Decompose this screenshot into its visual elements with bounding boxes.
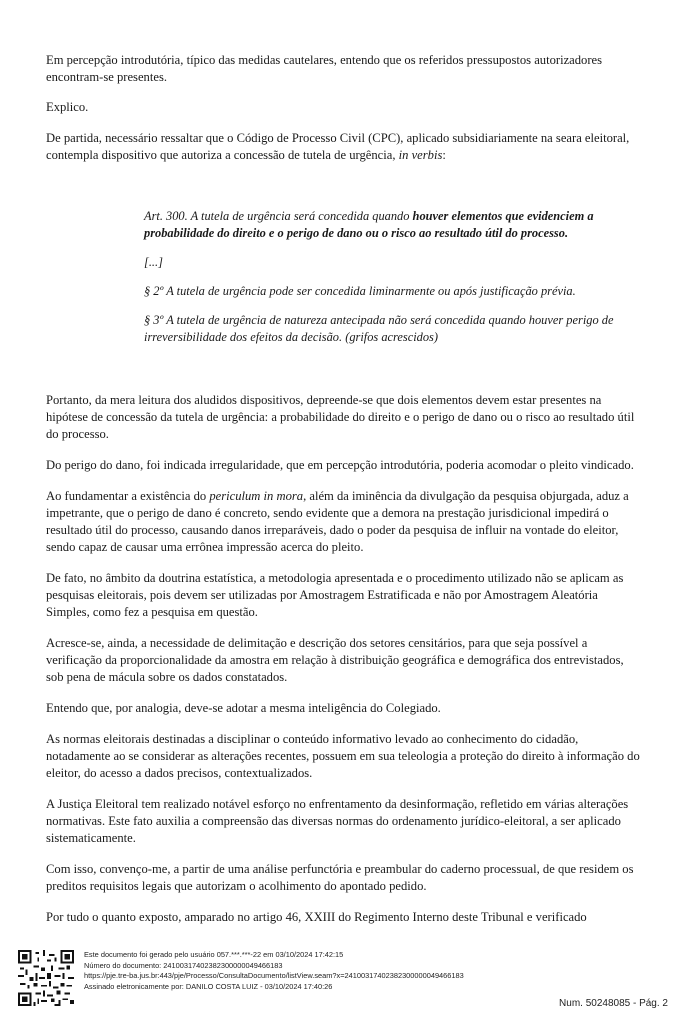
paragraph: Em percepção introdutória, típico das medidas cautelares, entendo que os referidos pressupostos autorizadores encontram-se presentes. [46,53,603,84]
paragraph: As normas eleitorais destinadas a disciplinar o conteúdo informativo levado ao conhecimento do cidadão, notadamente ao se considerar as alterações recentes, possuem em sua teleologia a proteção do direito à informação do eleitor, do acesso a dados precisos, contextualizados. [46,732,640,780]
paragraph [46,130,642,164]
paragraph-end: : [442,148,446,162]
quote-bold-text: houver elementos que evidenciem a probabilidade do direito e o perigo de dano ou o risco ao resultado útil do processo. [144,209,594,240]
paragraph-text: De partida, necessário ressaltar que o Código de Processo Civil (CPC), aplicado subsidiariamente na seara eleitoral, contempla dispositivo que autoriza a concessão de tutela de urgência, [46,131,630,162]
page-number: Num. 50248085 - Pág. 2 [559,998,668,1009]
paragraph-text: , além da iminência da divulgação da pesquisa objurgada, aduz a impetrante, que o perigo de dano é concreto, sendo evidente que a demora na prestação jurisdicional impedirá o resultado útil do processo, causando danos irreparáveis, dado o poder da pesquisa de influir na vontade do eleitor, sendo capaz de causar uma errônea impressão acerca do pleito. [46,489,629,554]
footer-generated-line: Este documento foi gerado pelo usuário 057.***.***-22 em 03/10/2024 17:42:15 [84,950,344,959]
paragraph: De fato, no âmbito da doutrina estatística, a metodologia apresentada e o procedimento utilizado não se aplicam as pesquisas eleitorais, pois devem ser utilizadas por Amostragem Estratificada e não por Amostragem Aleatória Simples, como fez a pesquisa em questão. [46,571,624,619]
footer-document-number: Número do documento: 24100317402382300000049466183 [84,960,283,970]
italic-term: in verbis [398,148,443,162]
paragraph: Explico. [46,100,89,114]
legal-quote [144,208,642,346]
document-body [46,52,642,940]
paragraph: Com isso, convenço-me, a partir de uma análise perfunctória e preambular do caderno processual, de que residem os preditos requisitos legais que autorizam o acolhimento do apontado pedido. [46,862,634,893]
footer-signature-line: Assinado eletronicamente por: DANILO COSTA LUIZ - 03/10/2024 17:40:26 [84,981,333,991]
paragraph-text: Ao fundamentar a existência do [46,489,210,503]
paragraph [46,488,642,556]
quote-paragraph-2: § 2º A tutela de urgência pode ser concedida liminarmente ou após justificação prévia. [144,284,576,298]
quote-article-300 [144,208,642,242]
footer-url-link[interactable]: https://pje.tre-ba.jus.br:443/pje/Processo/ConsultaDocumento/listView.seam?x=24100317402382300000049466183 [84,971,464,981]
paragraph: Entendo que, por analogia, deve-se adotar a mesma inteligência do Colegiado. [46,701,441,715]
quote-ellipsis: [...] [144,255,163,269]
paragraph: Por tudo o quanto exposto, amparado no artigo 46, XXIII do Regimento Interno deste Tribunal e verificado [46,910,587,924]
paragraph: A Justiça Eleitoral tem realizado notável esforço no enfrentamento da desinformação, refletido em várias alterações normativas. Este fato auxilia a compreensão das diversas normas do ordenamento jurídico-eleitoral, a ser aplicado sistematicamente. [46,797,629,845]
quote-text: Art. 300. A tutela de urgência será concedida quando [144,209,413,223]
document-footer [18,950,668,1014]
paragraph: Do perigo do dano, foi indicada irregularidade, que em percepção introdutória, poderia acomodar o pleito vindicado. [46,458,634,472]
quote-paragraph-3: § 3º A tutela de urgência de natureza antecipada não será concedida quando houver perigo de irreversibilidade dos efeitos da decisão. (grifos acrescidos) [144,313,614,344]
paragraph: Acresce-se, ainda, a necessidade de delimitação e descrição dos setores censitários, para que seja possível a verificação da proporcionalidade da amostra em relação à distribuição geográfica e demográfica dos entrevistados, sob pena de mácula sobre os dados constatados. [46,636,624,684]
paragraph: Portanto, da mera leitura dos aludidos dispositivos, depreende-se que dois elementos devem estar presentes na hipótese de concessão da tutela de urgência: a probabilidade do direito e o perigo de dano ou o risco ao resultado útil do processo. [46,393,635,441]
qr-code-icon[interactable] [18,950,74,1006]
footer-metadata [84,950,464,992]
italic-term: periculum in mora [209,489,304,503]
